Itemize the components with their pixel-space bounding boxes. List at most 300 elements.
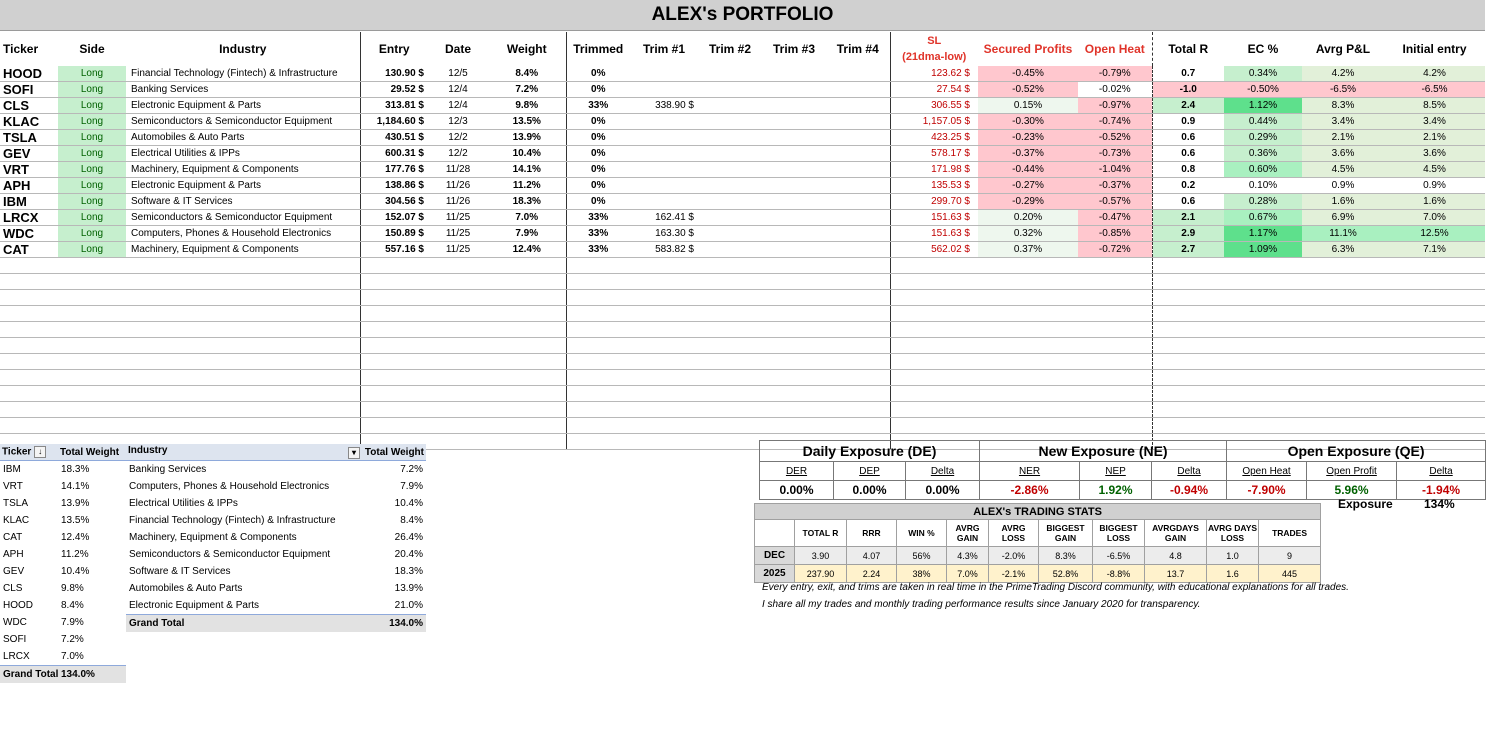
pivot-row[interactable] xyxy=(0,529,126,546)
industry-cell[interactable] xyxy=(126,386,360,402)
trim2-cell[interactable] xyxy=(698,114,762,130)
col-total-r[interactable]: Total R xyxy=(1152,32,1224,66)
side-cell[interactable]: Long xyxy=(58,162,126,178)
trim2-cell[interactable] xyxy=(698,82,762,98)
date-cell[interactable] xyxy=(428,322,488,338)
pivot-weight-cell[interactable]: 7.0% xyxy=(61,651,84,662)
col-weight[interactable]: Weight xyxy=(488,32,566,66)
industry-cell[interactable]: Automobiles & Auto Parts xyxy=(126,130,360,146)
pivot-grand-total-row[interactable] xyxy=(0,666,126,684)
trimmed-cell[interactable] xyxy=(566,370,630,386)
avg-pl-cell[interactable]: 3.6% xyxy=(1302,146,1384,162)
pivot-weight-cell[interactable]: 8.4% xyxy=(400,515,423,526)
trimmed-cell[interactable]: 33% xyxy=(566,226,630,242)
trimmed-cell[interactable] xyxy=(566,418,630,434)
sort-filter-icon[interactable]: ↓ xyxy=(34,446,46,458)
ec-cell[interactable] xyxy=(1224,338,1302,354)
open-heat-cell[interactable] xyxy=(1078,338,1152,354)
table-row[interactable] xyxy=(0,338,1485,354)
table-row[interactable] xyxy=(0,418,1485,434)
ec-cell[interactable] xyxy=(1224,370,1302,386)
trim2-cell[interactable] xyxy=(698,434,762,450)
col-entry[interactable]: Entry xyxy=(360,32,428,66)
ticker-cell[interactable] xyxy=(0,370,58,386)
initial-entry-cell[interactable] xyxy=(1384,402,1485,418)
ticker-cell[interactable] xyxy=(0,338,58,354)
pivot-industry-header[interactable] xyxy=(126,444,362,461)
entry-cell[interactable] xyxy=(360,274,428,290)
side-cell[interactable]: Long xyxy=(58,194,126,210)
avg-pl-cell[interactable]: 1.6% xyxy=(1302,194,1384,210)
trim1-cell[interactable] xyxy=(630,82,698,98)
col-trim3[interactable]: Trim #3 xyxy=(772,42,816,56)
open-heat-cell[interactable]: -1.04% xyxy=(1078,162,1152,178)
secured-profits-cell[interactable] xyxy=(978,418,1078,434)
weight-cell[interactable] xyxy=(488,402,566,418)
ec-cell[interactable] xyxy=(1224,386,1302,402)
trim2-cell[interactable] xyxy=(698,418,762,434)
side-cell[interactable] xyxy=(58,418,126,434)
industry-cell[interactable]: Machinery, Equipment & Components xyxy=(126,162,360,178)
total-r-cell[interactable]: 0.6 xyxy=(1152,194,1224,210)
pivot-weight-cell[interactable]: 13.5% xyxy=(61,515,90,526)
ec-cell[interactable]: 1.17% xyxy=(1224,226,1302,242)
trim4-cell[interactable] xyxy=(826,146,890,162)
date-cell[interactable]: 12/4 xyxy=(428,98,488,114)
side-cell[interactable]: Long xyxy=(58,226,126,242)
sl-cell[interactable]: 299.70 $ xyxy=(890,194,978,210)
trim2-cell[interactable] xyxy=(698,242,762,258)
ticker-cell[interactable] xyxy=(0,290,58,306)
avg-pl-cell[interactable]: 6.9% xyxy=(1302,210,1384,226)
entry-cell[interactable]: 313.81 $ xyxy=(360,98,428,114)
col-ticker[interactable]: Ticker xyxy=(3,42,39,56)
weight-cell[interactable]: 8.4% xyxy=(488,66,566,82)
date-cell[interactable] xyxy=(428,306,488,322)
trim1-cell[interactable] xyxy=(630,322,698,338)
secured-profits-cell[interactable]: 0.37% xyxy=(978,242,1078,258)
initial-entry-cell[interactable] xyxy=(1384,370,1485,386)
open-heat-cell[interactable]: -0.52% xyxy=(1078,130,1152,146)
table-row[interactable] xyxy=(0,178,1485,194)
side-cell[interactable]: Long xyxy=(58,146,126,162)
trim1-cell[interactable] xyxy=(630,194,698,210)
weight-cell[interactable] xyxy=(488,370,566,386)
initial-entry-cell[interactable] xyxy=(1384,322,1485,338)
secured-profits-cell[interactable]: -0.45% xyxy=(978,66,1078,82)
pivot-ticker-cell[interactable]: HOOD xyxy=(3,600,33,611)
date-cell[interactable]: 12/5 xyxy=(428,66,488,82)
trim3-cell[interactable] xyxy=(762,274,826,290)
trim4-cell[interactable] xyxy=(826,162,890,178)
weight-cell[interactable] xyxy=(488,434,566,450)
date-cell[interactable] xyxy=(428,290,488,306)
pivot-row[interactable] xyxy=(0,631,126,648)
date-cell[interactable]: 11/28 xyxy=(428,162,488,178)
secured-profits-cell[interactable] xyxy=(978,258,1078,274)
total-r-cell[interactable] xyxy=(1152,418,1224,434)
trim4-cell[interactable] xyxy=(826,306,890,322)
trimmed-cell[interactable] xyxy=(566,258,630,274)
trim4-cell[interactable] xyxy=(826,290,890,306)
date-cell[interactable] xyxy=(428,434,488,450)
entry-cell[interactable] xyxy=(360,290,428,306)
avg-pl-cell[interactable]: -6.5% xyxy=(1302,82,1384,98)
entry-cell[interactable]: 1,184.60 $ xyxy=(360,114,428,130)
col-trim4[interactable]: Trim #4 xyxy=(826,32,890,66)
sl-cell[interactable] xyxy=(890,386,978,402)
total-r-cell[interactable] xyxy=(1152,338,1224,354)
trim1-cell[interactable] xyxy=(630,418,698,434)
weight-cell[interactable]: 7.9% xyxy=(488,226,566,242)
trim1-cell[interactable] xyxy=(630,146,698,162)
table-row[interactable] xyxy=(0,146,1485,162)
trim2-cell[interactable] xyxy=(698,66,762,82)
sl-cell[interactable] xyxy=(890,290,978,306)
col-trimmed[interactable]: Trimmed xyxy=(573,42,624,56)
open-heat-cell[interactable]: -0.97% xyxy=(1078,98,1152,114)
trim4-cell[interactable] xyxy=(826,274,890,290)
pivot-row[interactable] xyxy=(0,580,126,597)
trimmed-cell[interactable] xyxy=(566,434,630,450)
trim2-cell[interactable] xyxy=(698,322,762,338)
pivot-weight-cell[interactable]: 7.9% xyxy=(61,617,84,628)
ticker-cell[interactable]: TSLA xyxy=(0,130,58,146)
sl-cell[interactable]: 306.55 $ xyxy=(890,98,978,114)
date-cell[interactable] xyxy=(428,258,488,274)
weight-cell[interactable]: 9.8% xyxy=(488,98,566,114)
trim4-cell[interactable] xyxy=(826,354,890,370)
industry-cell[interactable] xyxy=(126,402,360,418)
avg-pl-cell[interactable] xyxy=(1302,306,1384,322)
pivot-ticker-cell[interactable]: SOFI xyxy=(3,634,27,645)
secured-profits-cell[interactable] xyxy=(978,386,1078,402)
side-cell[interactable]: Long xyxy=(58,66,126,82)
ec-cell[interactable]: 0.44% xyxy=(1224,114,1302,130)
trim4-cell[interactable] xyxy=(826,242,890,258)
pivot-ticker-cell[interactable]: WDC xyxy=(3,617,27,628)
pivot-weight-cell[interactable]: 12.4% xyxy=(61,532,90,543)
ticker-cell[interactable]: GEV xyxy=(0,146,58,162)
pivot-weight-cell[interactable]: 18.3% xyxy=(394,566,423,577)
total-r-cell[interactable] xyxy=(1152,322,1224,338)
trim4-cell[interactable] xyxy=(826,370,890,386)
initial-entry-cell[interactable]: 7.0% xyxy=(1384,210,1485,226)
ticker-cell[interactable] xyxy=(0,402,58,418)
trim1-cell[interactable] xyxy=(630,354,698,370)
avg-pl-cell[interactable]: 8.3% xyxy=(1302,98,1384,114)
trim1-cell[interactable] xyxy=(630,178,698,194)
total-r-cell[interactable]: 2.9 xyxy=(1152,226,1224,242)
pivot-ticker-cell[interactable]: CAT xyxy=(3,532,23,543)
trim2-cell[interactable] xyxy=(698,402,762,418)
trim3-cell[interactable] xyxy=(762,258,826,274)
pivot-industry-cell[interactable]: Financial Technology (Fintech) & Infrastructure xyxy=(129,515,336,526)
trimmed-cell[interactable]: 0% xyxy=(566,130,630,146)
entry-cell[interactable]: 152.07 $ xyxy=(360,210,428,226)
trim1-cell[interactable] xyxy=(630,162,698,178)
trim4-cell[interactable] xyxy=(826,258,890,274)
side-cell[interactable] xyxy=(58,290,126,306)
total-r-cell[interactable]: 2.7 xyxy=(1152,242,1224,258)
entry-cell[interactable]: 177.76 $ xyxy=(360,162,428,178)
trim3-cell[interactable] xyxy=(762,114,826,130)
trim1-cell[interactable] xyxy=(630,114,698,130)
side-cell[interactable]: Long xyxy=(58,82,126,98)
initial-entry-cell[interactable]: 1.6% xyxy=(1384,194,1485,210)
trim2-cell[interactable] xyxy=(698,370,762,386)
sl-cell[interactable]: 562.02 $ xyxy=(890,242,978,258)
trim2-cell[interactable] xyxy=(698,338,762,354)
ticker-cell[interactable]: SOFI xyxy=(0,82,58,98)
industry-cell[interactable] xyxy=(126,338,360,354)
trim2-cell[interactable] xyxy=(698,130,762,146)
table-row[interactable] xyxy=(0,210,1485,226)
side-cell[interactable] xyxy=(58,258,126,274)
trim3-cell[interactable] xyxy=(762,210,826,226)
pivot-weight-cell[interactable]: 13.9% xyxy=(61,498,90,509)
trim1-cell[interactable]: 338.90 $ xyxy=(630,98,698,114)
table-row[interactable] xyxy=(0,242,1485,258)
pivot-industry-cell[interactable]: Electrical Utilities & IPPs xyxy=(129,498,238,509)
entry-cell[interactable] xyxy=(360,306,428,322)
trim4-cell[interactable] xyxy=(826,402,890,418)
trim2-cell[interactable] xyxy=(698,226,762,242)
trim1-cell[interactable] xyxy=(630,66,698,82)
total-r-cell[interactable]: 0.6 xyxy=(1152,130,1224,146)
open-heat-cell[interactable]: -0.57% xyxy=(1078,194,1152,210)
trim3-cell[interactable] xyxy=(762,98,826,114)
sl-cell[interactable]: 1,157.05 $ xyxy=(890,114,978,130)
ec-cell[interactable]: 1.12% xyxy=(1224,98,1302,114)
filter-icon[interactable]: ▾ xyxy=(348,447,360,459)
pivot-ticker-cell[interactable]: KLAC xyxy=(3,515,30,526)
pivot-total-weight-header[interactable]: Total Weight xyxy=(58,444,126,461)
ticker-cell[interactable]: LRCX xyxy=(0,210,58,226)
total-r-cell[interactable] xyxy=(1152,386,1224,402)
ec-cell[interactable]: 0.34% xyxy=(1224,66,1302,82)
industry-cell[interactable]: Electronic Equipment & Parts xyxy=(126,98,360,114)
pivot-ticker-cell[interactable]: CLS xyxy=(3,583,23,594)
initial-entry-cell[interactable] xyxy=(1384,354,1485,370)
total-r-cell[interactable]: 0.2 xyxy=(1152,178,1224,194)
trim4-cell[interactable] xyxy=(826,418,890,434)
pivot-ticker-cell[interactable]: TSLA xyxy=(3,498,29,509)
trim1-cell[interactable] xyxy=(630,402,698,418)
pivot-ticker-cell[interactable]: VRT xyxy=(3,481,23,492)
date-cell[interactable] xyxy=(428,338,488,354)
ec-cell[interactable]: 0.29% xyxy=(1224,130,1302,146)
weight-cell[interactable]: 18.3% xyxy=(488,194,566,210)
initial-entry-cell[interactable]: 8.5% xyxy=(1384,98,1485,114)
trim4-cell[interactable] xyxy=(826,82,890,98)
initial-entry-cell[interactable]: 0.9% xyxy=(1384,178,1485,194)
entry-cell[interactable]: 130.90 $ xyxy=(360,66,428,82)
pivot-row[interactable] xyxy=(0,597,126,614)
col-initial[interactable]: Initial entry xyxy=(1402,42,1467,56)
secured-profits-cell[interactable]: -0.29% xyxy=(978,194,1078,210)
industry-cell[interactable]: Machinery, Equipment & Components xyxy=(126,242,360,258)
secured-profits-cell[interactable] xyxy=(978,338,1078,354)
total-r-cell[interactable] xyxy=(1152,354,1224,370)
industry-cell[interactable]: Financial Technology (Fintech) & Infrastructure xyxy=(126,66,360,82)
sl-cell[interactable]: 27.54 $ xyxy=(890,82,978,98)
sl-cell[interactable] xyxy=(890,418,978,434)
open-heat-cell[interactable]: -0.37% xyxy=(1078,178,1152,194)
sl-cell[interactable]: 578.17 $ xyxy=(890,146,978,162)
avg-pl-cell[interactable]: 0.9% xyxy=(1302,178,1384,194)
table-row[interactable] xyxy=(0,274,1485,290)
date-cell[interactable] xyxy=(428,354,488,370)
pivot-weight-cell[interactable]: 7.9% xyxy=(400,481,423,492)
avg-pl-cell[interactable]: 2.1% xyxy=(1302,130,1384,146)
trim1-cell[interactable] xyxy=(630,338,698,354)
weight-cell[interactable]: 7.2% xyxy=(488,82,566,98)
open-heat-cell[interactable]: -0.74% xyxy=(1078,114,1152,130)
industry-cell[interactable] xyxy=(126,290,360,306)
total-r-cell[interactable]: 2.1 xyxy=(1152,210,1224,226)
pivot-industry-cell[interactable]: Machinery, Equipment & Components xyxy=(129,532,297,543)
avg-pl-cell[interactable] xyxy=(1302,258,1384,274)
trim1-cell[interactable] xyxy=(630,130,698,146)
ec-cell[interactable] xyxy=(1224,402,1302,418)
trim2-cell[interactable] xyxy=(698,258,762,274)
trimmed-cell[interactable] xyxy=(566,306,630,322)
side-cell[interactable] xyxy=(58,274,126,290)
date-cell[interactable]: 11/25 xyxy=(428,242,488,258)
pivot-row[interactable] xyxy=(0,648,126,666)
pivot-ticker-cell[interactable]: GEV xyxy=(3,566,25,577)
weight-cell[interactable] xyxy=(488,274,566,290)
table-row[interactable] xyxy=(0,322,1485,338)
secured-profits-cell[interactable]: -0.27% xyxy=(978,178,1078,194)
table-row[interactable] xyxy=(0,82,1485,98)
table-row[interactable] xyxy=(0,194,1485,210)
pivot-weight-cell[interactable]: 11.2% xyxy=(61,549,89,560)
trim3-cell[interactable] xyxy=(762,82,826,98)
trim2-cell[interactable] xyxy=(698,274,762,290)
sl-cell[interactable] xyxy=(890,354,978,370)
pivot-weight-cell[interactable]: 18.3% xyxy=(61,464,90,475)
trim3-cell[interactable] xyxy=(762,386,826,402)
trim4-cell[interactable] xyxy=(826,66,890,82)
entry-cell[interactable]: 430.51 $ xyxy=(360,130,428,146)
avg-pl-cell[interactable] xyxy=(1302,418,1384,434)
avg-pl-cell[interactable] xyxy=(1302,274,1384,290)
entry-cell[interactable] xyxy=(360,370,428,386)
trim4-cell[interactable] xyxy=(826,386,890,402)
date-cell[interactable] xyxy=(428,370,488,386)
sl-cell[interactable] xyxy=(890,258,978,274)
ec-cell[interactable] xyxy=(1224,258,1302,274)
ec-cell[interactable] xyxy=(1224,418,1302,434)
avg-pl-cell[interactable]: 4.2% xyxy=(1302,66,1384,82)
weight-cell[interactable] xyxy=(488,418,566,434)
avg-pl-cell[interactable] xyxy=(1302,322,1384,338)
trim1-cell[interactable] xyxy=(630,274,698,290)
trim3-cell[interactable] xyxy=(762,306,826,322)
weight-cell[interactable] xyxy=(488,306,566,322)
trim1-cell[interactable] xyxy=(630,370,698,386)
trim3-cell[interactable] xyxy=(762,130,826,146)
industry-cell[interactable] xyxy=(126,306,360,322)
col-date[interactable]: Date xyxy=(444,42,471,56)
trim3-cell[interactable] xyxy=(762,370,826,386)
trimmed-cell[interactable]: 0% xyxy=(566,82,630,98)
trim3-cell[interactable] xyxy=(762,226,826,242)
open-heat-cell[interactable]: -0.47% xyxy=(1078,210,1152,226)
pivot-industry-cell[interactable]: Semiconductors & Semiconductor Equipment xyxy=(129,549,331,560)
open-heat-cell[interactable]: -0.02% xyxy=(1078,82,1152,98)
industry-cell[interactable]: Electrical Utilities & IPPs xyxy=(126,146,360,162)
weight-cell[interactable]: 12.4% xyxy=(488,242,566,258)
secured-profits-cell[interactable]: -0.30% xyxy=(978,114,1078,130)
pivot-weight-cell[interactable]: 13.9% xyxy=(394,583,423,594)
trim1-cell[interactable] xyxy=(630,258,698,274)
pivot-weight-cell[interactable]: 20.4% xyxy=(394,549,423,560)
open-heat-cell[interactable] xyxy=(1078,306,1152,322)
trim2-cell[interactable] xyxy=(698,210,762,226)
ec-cell[interactable]: 0.67% xyxy=(1224,210,1302,226)
pivot-industry-cell[interactable]: Electronic Equipment & Parts xyxy=(129,600,260,611)
pivot-industry-cell[interactable]: Banking Services xyxy=(129,464,207,475)
col-side[interactable]: Side xyxy=(79,42,105,56)
industry-cell[interactable] xyxy=(126,354,360,370)
trim1-cell[interactable] xyxy=(630,290,698,306)
open-heat-cell[interactable] xyxy=(1078,258,1152,274)
trimmed-cell[interactable] xyxy=(566,338,630,354)
sl-cell[interactable]: 135.53 $ xyxy=(890,178,978,194)
secured-profits-cell[interactable]: -0.37% xyxy=(978,146,1078,162)
ticker-cell[interactable]: VRT xyxy=(0,162,58,178)
pivot-grand-total-row[interactable] xyxy=(126,615,426,633)
trimmed-cell[interactable] xyxy=(566,386,630,402)
initial-entry-cell[interactable] xyxy=(1384,418,1485,434)
ec-cell[interactable]: 0.60% xyxy=(1224,162,1302,178)
trimmed-cell[interactable] xyxy=(566,274,630,290)
total-r-cell[interactable]: -1.0 xyxy=(1152,82,1224,98)
trim4-cell[interactable] xyxy=(826,178,890,194)
trim1-cell[interactable]: 163.30 $ xyxy=(630,226,698,242)
total-r-cell[interactable] xyxy=(1152,370,1224,386)
avg-pl-cell[interactable] xyxy=(1302,402,1384,418)
weight-cell[interactable] xyxy=(488,354,566,370)
ticker-cell[interactable] xyxy=(0,386,58,402)
weight-cell[interactable] xyxy=(488,322,566,338)
pivot-row[interactable] xyxy=(126,563,426,580)
avg-pl-cell[interactable] xyxy=(1302,354,1384,370)
ec-cell[interactable] xyxy=(1224,290,1302,306)
weight-cell[interactable] xyxy=(488,290,566,306)
ticker-cell[interactable] xyxy=(0,354,58,370)
table-row[interactable] xyxy=(0,354,1485,370)
open-heat-cell[interactable] xyxy=(1078,386,1152,402)
side-cell[interactable]: Long xyxy=(58,242,126,258)
sl-cell[interactable]: 151.63 $ xyxy=(890,210,978,226)
entry-cell[interactable] xyxy=(360,386,428,402)
pivot-weight-cell[interactable]: 7.2% xyxy=(400,464,423,475)
entry-cell[interactable]: 138.86 $ xyxy=(360,178,428,194)
table-row[interactable] xyxy=(0,226,1485,242)
industry-cell[interactable]: Software & IT Services xyxy=(126,194,360,210)
trimmed-cell[interactable] xyxy=(566,402,630,418)
ticker-cell[interactable] xyxy=(0,322,58,338)
side-cell[interactable]: Long xyxy=(58,130,126,146)
sl-cell[interactable]: 171.98 $ xyxy=(890,162,978,178)
pivot-row[interactable] xyxy=(0,512,126,529)
side-cell[interactable]: Long xyxy=(58,98,126,114)
pivot-industry-cell[interactable]: Software & IT Services xyxy=(129,566,231,577)
